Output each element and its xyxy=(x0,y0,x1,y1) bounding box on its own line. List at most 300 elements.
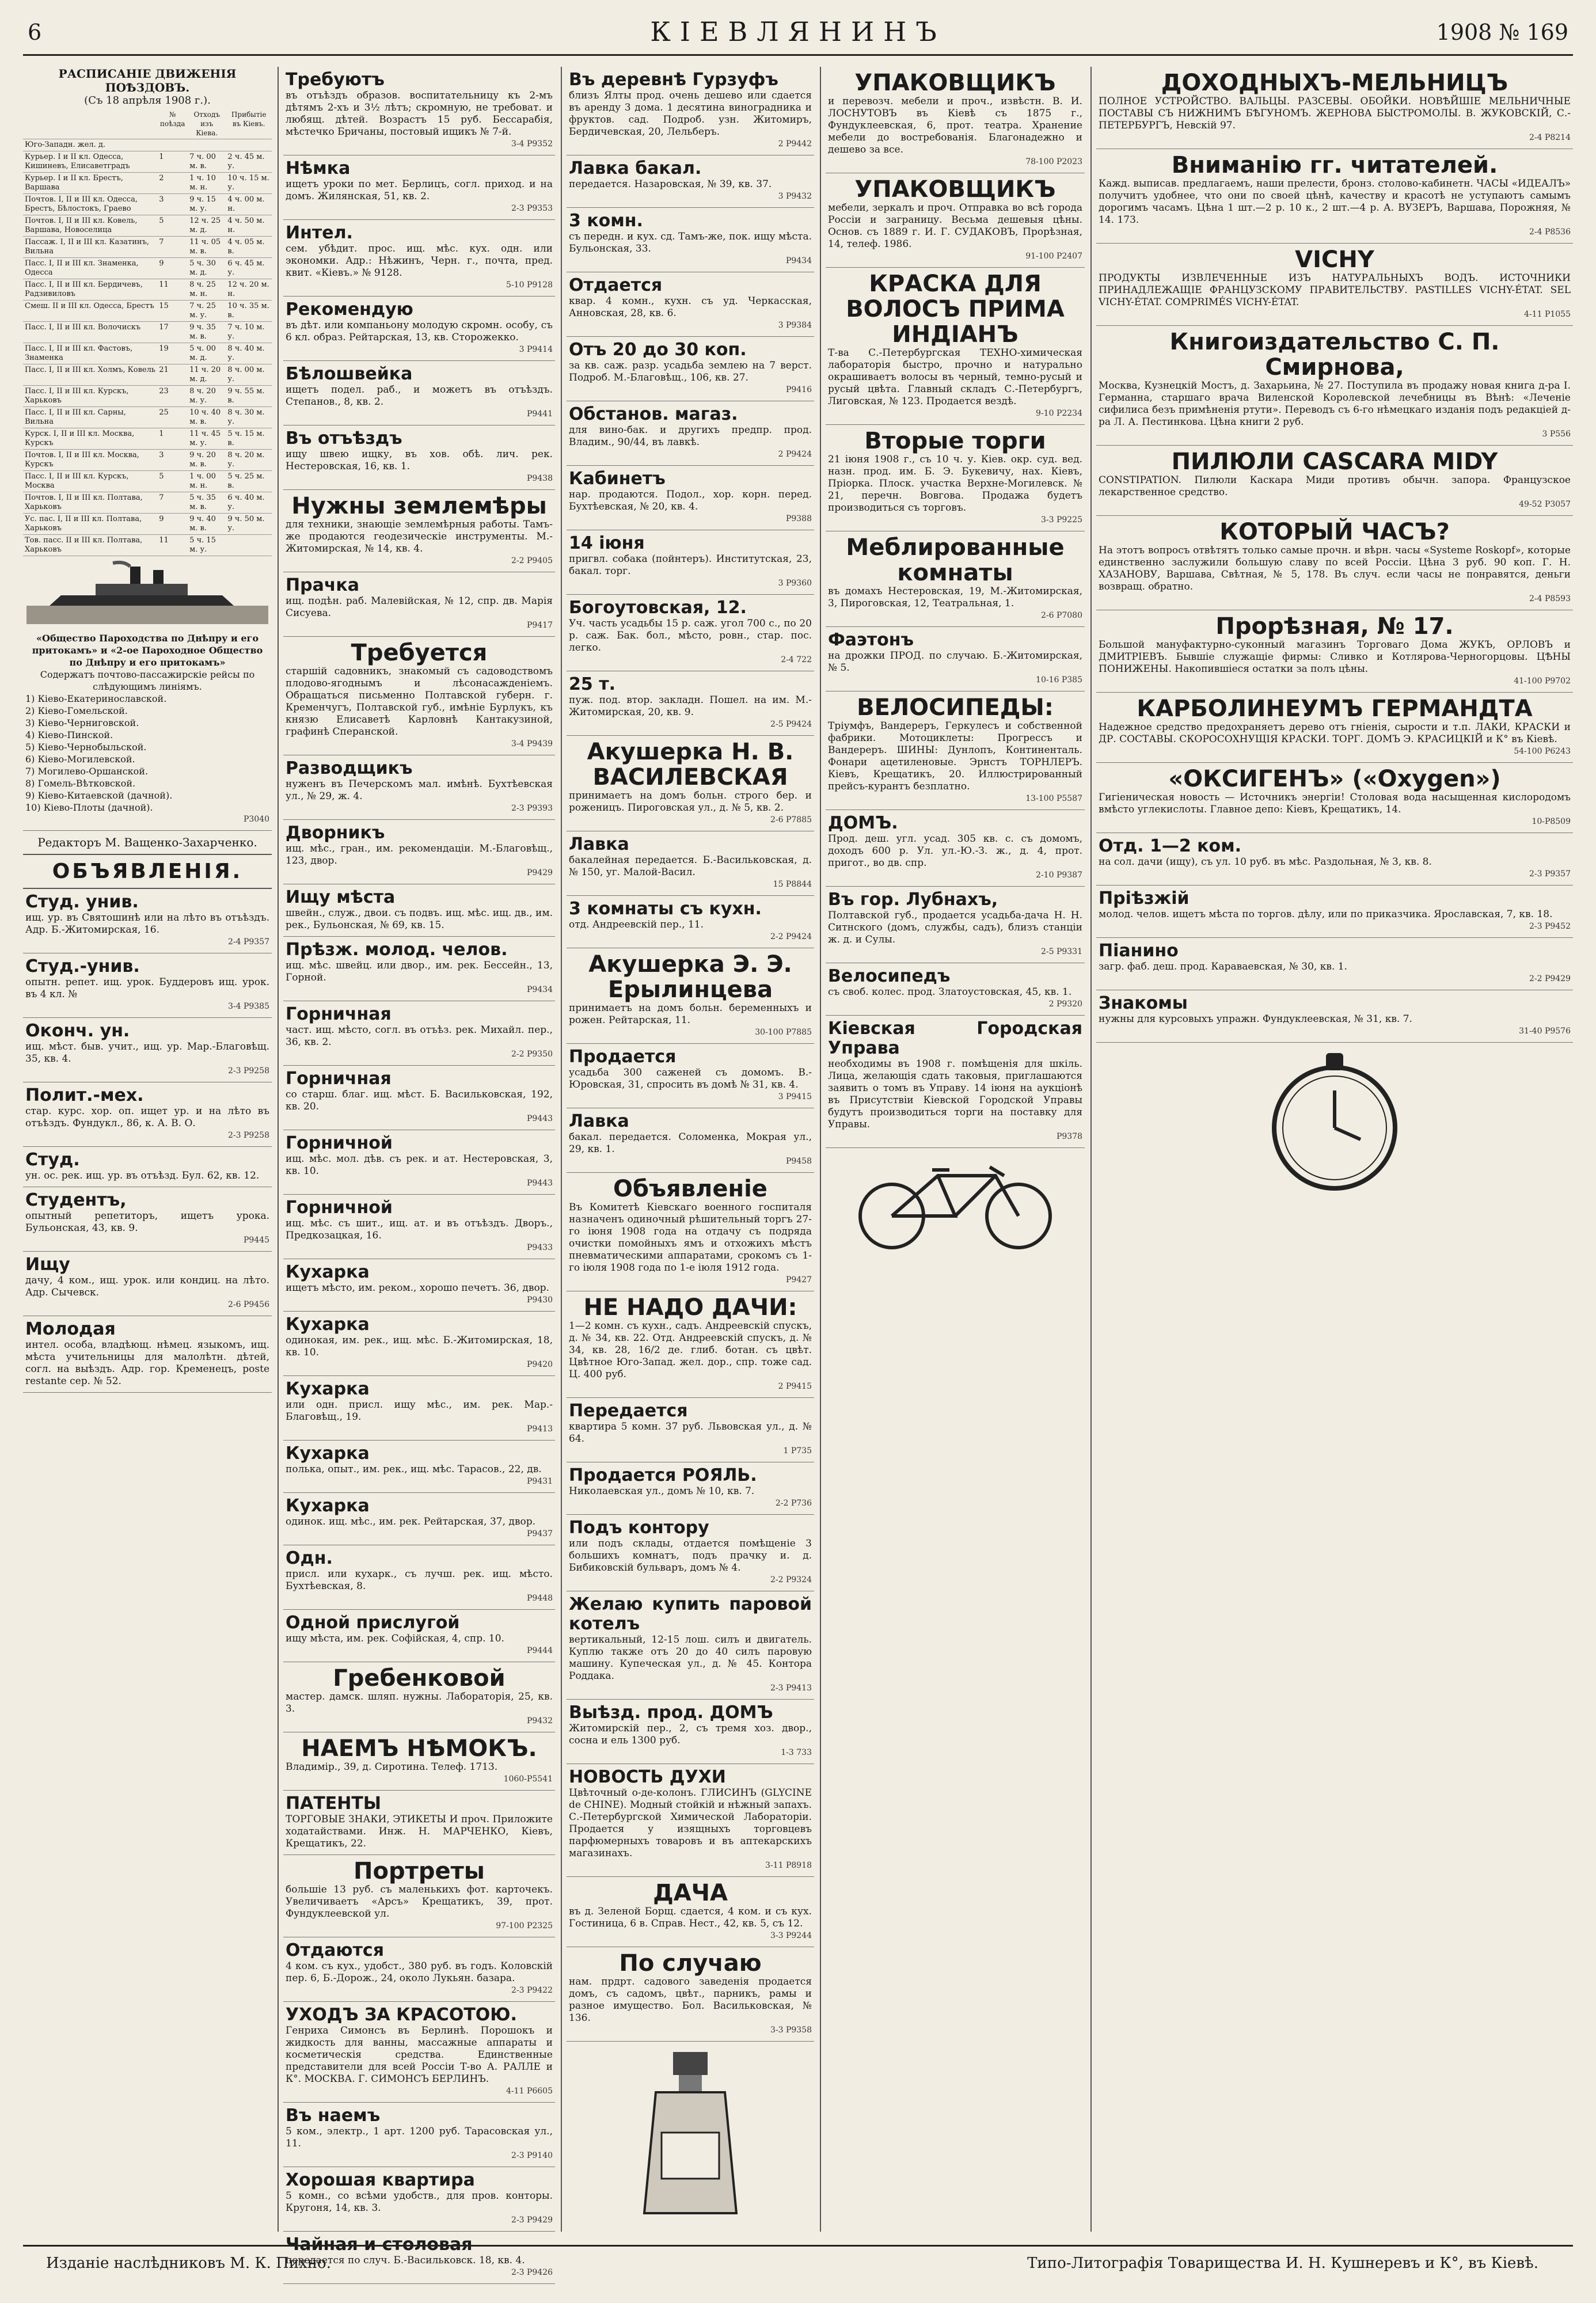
ad-text: ТОРГОВЫЕ ЗНАКИ, ЭТИКЕТЫ И проч. Приложите ходатайствами. Инж. Н. МАРЧЕНКО, Кіевъ, Крещатикъ, 22. xyxy=(286,1814,553,1849)
ad-heading: Одн. xyxy=(286,1548,333,1568)
ad-heading: УПАКОВЩИКЪ xyxy=(854,176,1056,203)
classified-ad xyxy=(283,67,555,155)
ad-heading: Интел. xyxy=(286,223,353,243)
timetable-cell-dep: 12 ч. 25 м. д. xyxy=(188,215,226,237)
ad-code: 2 P9320 xyxy=(1048,1000,1082,1009)
ad-code: 4-11 P6605 xyxy=(506,2087,553,2096)
ad-text: ищ. ур. въ Святошинѣ или на лѣто въ отъѣздъ. Адр. Б.-Житомирская, 16. xyxy=(25,912,269,936)
ad-heading: КАРБОЛИНЕУМЪ ГЕРМАНДТА xyxy=(1137,696,1533,722)
ad-heading: 3 комнаты съ кухн. xyxy=(569,899,762,919)
ad-text: или одн. присл. ищу мѣс., им. рек. Мар.-Благовѣщ., 19. xyxy=(286,1399,553,1423)
ad-text: Полтавской губ., продается усадьба-дача Н. Н. Ситнского (домъ, службы, садъ), близъ станціи ж. д. и Сулы. xyxy=(828,910,1082,945)
classified-ad xyxy=(826,531,1085,627)
timetable-row xyxy=(23,173,272,194)
ad-code: 3 P9384 xyxy=(778,321,812,330)
timetable-row xyxy=(23,258,272,279)
ad-text: ПРОДУКТЫ ИЗВЛЕЧЕННЫЕ ИЗЪ НАТУРАЛЬНЫХЪ ВОДЪ. ИСТОЧНИКИ ПРИНАДЛЕЖАЩІЕ ФРАНЦУЗСКОМУ ПРАВИТЕЛЬСТВУ. PASTILLES VICHY-ÉTAT. SEL VICHY-ÉTAT. COMPRIMÉS VICHY-ÉTAT. xyxy=(1099,272,1571,308)
classified-ad xyxy=(23,953,272,1018)
ad-text: въ домахъ Нестеровская, 19, М.-Житомирская, 3, Пироговская, 12, Театральная, 1. xyxy=(828,586,1082,609)
ad-heading: УХОДЪ ЗА КРАСОТОЮ. xyxy=(286,2005,517,2025)
timetable-cell-dep: 7 ч. 00 м. в. xyxy=(188,151,226,173)
timetable-cell-route: Почтов. I, II и III кл. Одесса, Брестъ, Бѣлостокъ, Граево xyxy=(23,194,157,215)
ad-text: въ д. Зеленой Борщ. сдается, 4 ком. и съ кух. Гостиница, 6 в. Справ. Нест., 42, кв. 5, съ 12. xyxy=(569,1906,812,1929)
ad-text: Большой мануфактурно-суконный магазинъ Торговаго Дома ЖУКЪ, ОРЛОВЪ и ДМИТРІЕВЪ. Бывшіе служащіе фирмы: Сливко и Котлярова-Черногорцовы. ЦѢНЫ ПОНИЖЕНЫ. Накопившіеся остатки за полъ цѣны. xyxy=(1099,639,1571,675)
classified-ad xyxy=(283,2103,555,2167)
ad-text: мастер. дамск. шляп. нужны. Лабораторія, 25, кв. 3. xyxy=(286,1691,553,1715)
ad-heading: Кабинетъ xyxy=(569,469,666,489)
ad-code: 1060-P5541 xyxy=(503,1774,553,1784)
ad-heading: Лавка xyxy=(569,834,629,854)
timetable-cell-arr: 8 ч. 40 м. у. xyxy=(226,343,272,364)
timetable-cell-route: Пасс. I, II и III кл. Курскъ, Харьковъ xyxy=(23,386,157,407)
ad-text: 5 комн., со всѣми удобств., для пров. конторы. Кругоня, 14, кв. 3. xyxy=(286,2190,553,2214)
classified-ad xyxy=(23,889,272,953)
ad-code: 1-3 733 xyxy=(781,1748,812,1757)
ad-heading: Кіевская Городская Управа xyxy=(828,1019,1082,1058)
ad-code: P9441 xyxy=(526,409,553,419)
timetable-subtitle: (Съ 18 апрѣля 1908 г.). xyxy=(84,94,211,107)
ad-heading: ДОХОДНЫХЪ-МЕЛЬНИЦЪ xyxy=(1161,70,1508,96)
timetable-cell-dep: 5 ч. 00 м. д. xyxy=(188,343,226,364)
ad-code: 3 P9360 xyxy=(778,579,812,588)
ad-text: большіе 13 руб. съ маленькихъ фот. карточекъ. Увеличиваетъ «Арсъ» Крещатикъ, 39, прот. Фундуклеевской ул. xyxy=(286,1884,553,1920)
classified-ad xyxy=(283,425,555,490)
timetable-cell-route: Пасс. I, II и III кл. Холмъ, Ковель xyxy=(23,364,157,386)
timetable-cell-route: Пасс. I, II и III кл. Курскъ, Москва xyxy=(23,471,157,492)
timetable-row xyxy=(23,535,272,556)
classified-ad xyxy=(567,155,814,208)
classified-ad xyxy=(1096,446,1573,516)
ad-code: 3 P9432 xyxy=(778,192,812,201)
ad-code: 2-3 P9413 xyxy=(770,1683,812,1693)
classified-ad xyxy=(567,466,814,530)
ad-heading: Нѣмка xyxy=(286,158,351,178)
bicycle-illustration xyxy=(846,1153,1065,1251)
ad-heading: Кухарка xyxy=(286,1443,370,1464)
ad-text: въ дѣт. или компаньону молодую скромн. особу, съ 6 кл. образ. Рейтарская, 13, кв. Сторожекко. xyxy=(286,320,553,343)
timetable-cell-arr: 4 ч. 00 м. н. xyxy=(226,194,272,215)
classified-ad xyxy=(283,1855,555,1937)
ad-text: опытн. репет. ищ. урок. Буддеровъ ищ. урок. въ 4 кл. № xyxy=(25,976,269,1000)
ad-code: 9-10 P2234 xyxy=(1036,409,1082,418)
ad-code: 2-4 P9357 xyxy=(227,937,269,947)
ad-code: 2-4 P8214 xyxy=(1529,133,1571,142)
ad-heading: НЕ НАДО ДАЧИ: xyxy=(583,1294,797,1321)
pocket-watch-illustration xyxy=(1231,1047,1438,1197)
ad-heading: Вниманію гг. читателей. xyxy=(1171,152,1498,178)
ad-text: для вино-бак. и другихъ предпр. прод. Владим., 90/44, въ лавкѣ. xyxy=(569,424,812,448)
timetable-cell-route: Юго-Западн. жел. д. xyxy=(23,139,157,151)
timetable-cell-arr: 10 ч. 15 м. у. xyxy=(226,173,272,194)
ad-text: въ отъѣздъ образов. воспитательницу къ 2-мъ дѣтямъ 2-хъ и 3½ лѣтъ; скромную, не требоват. и любящ. дѣтей. Возрастъ 15 руб. Бессарабія, мѣстечко Бричаны, постовый ищикъ № 7-й. xyxy=(286,90,553,138)
timetable-cell-route: Пассаж. I, II и III кл. Казатинъ, Вильна xyxy=(23,237,157,258)
timetable-cell-dep: 5 ч. 30 м. д. xyxy=(188,258,226,279)
ad-code: 2-3 P9422 xyxy=(511,1986,553,1995)
ad-code: 2-4 P8593 xyxy=(1529,594,1571,603)
ad-text: близъ Ялты прод. очень дешево или сдается въ аренду 3 дома. 1 десятина виноградника и фруктов. сад. Подроб. узн. Житомиръ, Бердичевская, 20, Лельберъ. xyxy=(569,90,812,138)
timetable-cell-dep xyxy=(188,139,226,151)
ad-heading: Хорошая квартира xyxy=(286,2170,475,2190)
timetable-row xyxy=(23,492,272,514)
ad-text: или подъ склады, отдается помѣщеніе 3 большихъ комнатъ, подъ прачку и. д. Бибиковскій бульваръ, домъ № 4. xyxy=(569,1538,812,1574)
classified-ad xyxy=(283,155,555,220)
classified-ad xyxy=(567,1947,814,2042)
ad-code: P9429 xyxy=(526,868,553,877)
ad-text: На этотъ вопросъ отвѣтятъ только самые прочн. и вѣрн. часы «Systeme Roskopf», которые единственно заслужили большую славу по всей Россіи. Цѣна 3 руб. 90 коп. Г. Н. ХАЗАНОВУ, Варшава, Свѣтная, № 5, 178. Въ случ. если часы не понравятся, деньги возвращ. обратно. xyxy=(1099,545,1571,592)
classified-ad xyxy=(826,1016,1085,1148)
ad-heading: Дворникъ xyxy=(286,823,385,843)
ad-text: присл. или кухарк., съ лучш. рек. ищ. мѣсто. Бухтѣевская, 8. xyxy=(286,1568,553,1592)
ad-text: интел. особа, владѣющ. нѣмец. языкомъ, ищ. мѣста учительницы для малолѣтн. дѣтей, согл. на выѣздъ. Адр. гор. Кременецъ, poste restante сер. № 52. xyxy=(25,1339,269,1387)
timetable-row xyxy=(23,450,272,471)
timetable-cell-route: Тов. пасс. II и III кл. Полтава, Харьковъ xyxy=(23,535,157,556)
classified-ad xyxy=(283,1662,555,1732)
ad-text: съ своб. колес. прод. Златоустовская, 45, кв. 1. xyxy=(828,986,1072,998)
ad-text: Т-ва С.-Петербургская ТЕХНО-химическая лабораторія быстро, прочно и натурально окрашиваетъ волосы въ черный, темно-русый и русый цвѣта. Главный складъ С.-Петербургъ, Лиговская, № 123. Продается вездѣ. xyxy=(828,347,1082,407)
ad-heading: КОТОРЫЙ ЧАСЪ? xyxy=(1219,519,1450,545)
classified-ad xyxy=(1096,693,1573,763)
ad-code: 2-3 P9357 xyxy=(1529,869,1571,879)
timetable-row xyxy=(23,471,272,492)
ad-heading: «ОКСИГЕНЪ» («Oxygen») xyxy=(1168,766,1501,792)
ad-code: P9448 xyxy=(526,1594,553,1603)
ad-heading: НОВОСТЬ ДУХИ xyxy=(569,1767,726,1787)
ad-heading: Богоутовская, 12. xyxy=(569,598,747,618)
ad-heading: Акушерка Н. В. ВАСИЛЕВСКАЯ xyxy=(587,739,794,791)
ad-code: 2-3 P9393 xyxy=(511,804,553,813)
ad-heading: Вторые торги xyxy=(864,428,1046,454)
classified-ad xyxy=(567,1108,814,1173)
steamship-subtitle: Содержатъ почтово-пассажирскіе рейсы по слѣдующимъ линіямъ. xyxy=(40,669,255,692)
classified-ad xyxy=(23,1187,272,1252)
classified-ad xyxy=(826,887,1085,963)
classified-ad xyxy=(1096,244,1573,326)
classified-ad xyxy=(826,691,1085,810)
classified-ad xyxy=(1096,763,1573,833)
classified-ad xyxy=(567,337,814,401)
timetable-cell-dep: 9 ч. 35 м. в. xyxy=(188,322,226,343)
timetable-cell-route: Курск. I, II и III кл. Москва, Курскъ xyxy=(23,428,157,450)
timetable-cell-no: 5 xyxy=(157,215,188,237)
ad-heading: Отдается xyxy=(569,275,663,295)
ad-code: P9430 xyxy=(526,1295,553,1305)
ad-code: 2-2 P9405 xyxy=(511,556,553,565)
ad-heading: Требуютъ xyxy=(286,70,385,90)
timetable-cell-no: 5 xyxy=(157,471,188,492)
ad-text: 4 ком. съ кух., удобст., 380 руб. въ годъ. Коловскій пер. 6, Б.-Дорож., 24, около Лукьян. базара. xyxy=(286,1960,553,1984)
ad-heading: Молодая xyxy=(25,1319,116,1339)
ad-heading: Отдаются xyxy=(286,1940,384,1960)
ad-code: 2-3 P9429 xyxy=(511,2215,553,2225)
timetable-cell-dep: 11 ч. 45 м. у. xyxy=(188,428,226,450)
ad-heading: Знакомы xyxy=(1099,993,1188,1013)
steamship-route: 9) Кіево-Китаевской (дачной). xyxy=(25,790,173,801)
classified-ad xyxy=(283,820,555,884)
ad-heading: Требуется xyxy=(351,640,488,666)
ad-heading: Отъ 20 до 30 коп. xyxy=(569,340,747,360)
classified-ad xyxy=(567,401,814,466)
ad-text: Уч. часть усадьбы 15 р. саж. угол 700 с., по 20 р. саж. Бак. бол., мѣсто, ровн., стар. пос. легко. xyxy=(569,618,812,653)
classified-ad xyxy=(283,1732,555,1791)
classified-ad xyxy=(283,1791,555,1855)
ad-code: P9434 xyxy=(785,256,812,265)
classified-ad xyxy=(826,963,1085,1016)
steamship-route: 6) Кіево-Могилевской. xyxy=(25,754,135,765)
classified-ad xyxy=(283,937,555,1001)
classified-ad xyxy=(826,173,1085,268)
timetable-row xyxy=(23,279,272,301)
timetable-cell-dep: 10 ч. 40 м. в. xyxy=(188,407,226,428)
ad-text: ПОЛНОЕ УСТРОЙСТВО. ВАЛЬЦЫ. РАЗСЕВЫ. ОБОЙКИ. НОВѢЙШІЕ МЕЛЬНИЧНЫЕ ПОСТАВЫ СЪ НИЖНИМЪ БѢГУНОМЪ. ЖЕРНОВА БЫСТРОМОЛЫ. В. ЖУКОВСКІЙ, С.-ПЕТЕРБУРГЪ, Невскій 97. xyxy=(1099,96,1571,131)
ad-heading: Горничная xyxy=(286,1069,392,1089)
classified-ad xyxy=(826,627,1085,691)
ad-code: 2-6 P7885 xyxy=(770,815,812,824)
ad-code: 2-6 P9456 xyxy=(227,1300,269,1309)
timetable-cell-dep: 9 ч. 15 м. у. xyxy=(188,194,226,215)
ad-text: Москва, Кузнецкій Мостъ, д. Захарьина, № 27. Поступила въ продажу новая книга д-ра І. Германна, старшаго врача Виленской Королевской лечебницы въ Вѣнѣ: «Леченіе сифилиса безъ примѣненія ртути». Переводъ съ 6-го нѣмецкаго изданія подъ редакціей д-ра Л. А. Пестинкова. Цѣна книги 2 руб. xyxy=(1099,380,1571,428)
ad-code: P9420 xyxy=(526,1360,553,1369)
ad-code: 91-100 P2407 xyxy=(1025,252,1082,261)
steamship-route: 8) Гомель-Вѣтковской. xyxy=(25,778,136,789)
timetable-row xyxy=(23,364,272,386)
classified-ad xyxy=(826,67,1085,173)
ad-code: P9431 xyxy=(526,1477,553,1486)
classified-ad xyxy=(567,530,814,595)
ad-heading: Продается xyxy=(569,1047,677,1067)
ad-code: 2-3 P9452 xyxy=(1529,922,1571,931)
timetable-row xyxy=(23,428,272,450)
ad-heading: 3 комн. xyxy=(569,211,643,231)
timetable-cell-dep: 8 ч. 25 м. н. xyxy=(188,279,226,301)
ad-heading: Выѣзд. прод. ДОМЪ xyxy=(569,1702,773,1723)
ad-heading: Объявленіе xyxy=(613,1176,767,1202)
classified-ad xyxy=(567,1700,814,1764)
ad-text: усадьба 300 саженей съ домомъ. В.-Юровская, 31, спросить въ домѣ № 31, кв. 4. xyxy=(569,1067,812,1090)
ad-text: одинокая, им. рек., ищ. мѣс. Б.-Житомирская, 18, кв. 10. xyxy=(286,1335,553,1358)
ad-heading: ПИЛЮЛИ CASCARA MIDY xyxy=(1171,449,1498,475)
ad-code: 54-100 P6243 xyxy=(1514,747,1571,756)
ad-heading: Отд. 1—2 ком. xyxy=(1099,836,1242,856)
timetable-cell-route: Смеш. II и III кл. Одесса, Брестъ xyxy=(23,301,157,322)
ad-text: швейн., служ., двои. съ подвъ. ищ. мѣс. ищ. дв., им. рек., Бульонская, № 69, кв. 15. xyxy=(286,907,553,931)
ad-code: P9432 xyxy=(526,1716,553,1726)
timetable-row xyxy=(23,386,272,407)
ad-heading: Горничной xyxy=(286,1133,393,1153)
column-2 xyxy=(283,67,555,2277)
ad-code: 10-16 P385 xyxy=(1036,675,1082,685)
ad-heading: Студ. унив. xyxy=(25,892,139,912)
timetable-title: РАСПИСАНІЕ ДВИЖЕНІЯ ПОѢЗДОВЪ. xyxy=(58,67,237,94)
timetable-cell-no: 17 xyxy=(157,322,188,343)
ad-heading: Акушерка Э. Э. Ерылинцева xyxy=(588,951,792,1003)
ad-text: и перевозч. мебели и проч., извѣстн. В. И. ЛОСНУТОВЪ въ Кіевѣ съ 1875 г., Фундуклеевская, 6, прот. театра. Хранение мебели до востребованія. Благонадежно и дешево за все. xyxy=(828,96,1082,155)
ad-code: 2-3 P9426 xyxy=(511,2268,553,2277)
ad-code: 15 P8844 xyxy=(773,880,812,889)
ad-text: бакалейная передается. Б.-Васильковская, д. № 150, уг. Малой-Васил. xyxy=(569,854,812,878)
steamship-route: 7) Могилево-Оршанской. xyxy=(25,766,149,777)
timetable-cell-dep: 11 ч. 05 м. в. xyxy=(188,237,226,258)
timetable-cell-route: Пасс. I, II и III кл. Бердичевъ, Радзивиловъ xyxy=(23,279,157,301)
classified-ad xyxy=(567,1764,814,1877)
ad-heading: КРАСКА ДЛЯ ВОЛОСЪ ПРИМА ИНДІАНЪ xyxy=(846,271,1065,348)
timetable-row xyxy=(23,194,272,215)
classified-ad xyxy=(23,1018,272,1082)
ad-code: 2-3 P9258 xyxy=(227,1131,269,1140)
classified-ad xyxy=(283,220,555,297)
ad-heading: Разводщикъ xyxy=(286,758,413,778)
timetable-cell-route: Ус. пас. I, II и III кл. Полтава, Харьковъ xyxy=(23,514,157,535)
timetable-cell-no: 23 xyxy=(157,386,188,407)
ad-text: молод. челов. ищетъ мѣста по торгов. дѣлу, или по приказчика. Ярославская, 7, кв. 18. xyxy=(1099,909,1553,920)
ad-text: нам. прдрт. садового заведенія продается домъ, съ садомъ, цвѣт., парникъ, рамы и разное имущество. Бол. Васильковская, № 136. xyxy=(569,1976,812,2024)
ad-text: за кв. саж. разр. усадьба землею на 7 верст. Подроб. М.-Благовѣщ., 106, кв. 27. xyxy=(569,360,812,383)
ad-text: 5 ком., электр., 1 арт. 1200 руб. Тарасовская ул., 11. xyxy=(286,2126,553,2149)
classified-ad xyxy=(283,1937,555,2002)
timetable-cell-no: 15 xyxy=(157,301,188,322)
ad-text: Тріумфъ, Вандереръ, Геркулесъ и собственной фабрики. Мотоциклеты: Прогрессъ и Вандереръ. ШИНЫ: Дунлопъ, Континенталь. Фонари ацетиленовые. Эрнстъ ТОРНЛЕРЪ. Кіевъ, Крещатикъ, 20. Иллюстрированный прейсъ-курантъ безплатно. xyxy=(828,720,1082,792)
ad-code: 2-2 P9324 xyxy=(770,1575,812,1584)
ad-heading: Ищу xyxy=(25,1255,70,1275)
timetable-cell-arr: 6 ч. 40 м. у. xyxy=(226,492,272,514)
timetable-row xyxy=(23,139,272,151)
ad-text: съ передн. и кух. сд. Тамъ-же, пок. ищу мѣста. Бульонская, 33. xyxy=(569,231,812,254)
timetable-cell-route: Пасс. I, II и III кл. Сарны, Вильна xyxy=(23,407,157,428)
timetable-cell-dep: 5 ч. 15 м. у. xyxy=(188,535,226,556)
classified-ad xyxy=(283,1195,555,1259)
ad-code: 41-100 P9702 xyxy=(1514,677,1571,686)
ad-code: 3 P9415 xyxy=(778,1092,812,1101)
ad-heading: Піанино xyxy=(1099,941,1179,961)
ad-heading: Въ наемъ xyxy=(286,2106,381,2126)
steamship-notice xyxy=(23,629,272,831)
ad-text: Кажд. выписав. предлагаемъ, наши прелести, бронз. столово-кабинетн. ЧАСЫ «ИДЕАЛЪ» получитъ удобнее, что они по своей цѣнѣ, качеству и красотѣ не уступаютъ самымъ дорогимъ часамъ. Цѣна 1 шт.—2 р. 10 к., 2 шт.—4 р. А. ВУЗЕРЪ, Варшава, Порожняя, № 14. 173. xyxy=(1099,178,1571,226)
ad-text: ищетъ мѣсто, им. реком., хорошо печетъ. 36, двор. xyxy=(286,1282,549,1294)
ad-text: 21 іюня 1908 г., съ 10 ч. у. Кіев. окр. суд. вед. назн. прод. им. Б. Э. Букевичу, нах. Кіевъ, Пріорка. Плоск. участка Верхне-Могилевск. № 21, перечн. Вовгова. Продажа будетъ производиться съ торговъ. xyxy=(828,454,1082,514)
timetable-cell-arr: 2 ч. 45 м. у. xyxy=(226,151,272,173)
ad-code: 3 P556 xyxy=(1542,430,1571,439)
classified-ad xyxy=(567,595,814,671)
ad-text: част. ищ. мѣсто, согл. въ отъѣз. рек. Михайл. пер., 36, кв. 2. xyxy=(286,1024,553,1048)
publisher-line: Изданіе наслѣдниковъ М. К. Пихно. xyxy=(46,2255,331,2272)
editor-line: Редакторъ М. Ващенко-Захарченко. xyxy=(23,831,272,855)
ad-heading: НАЕМЪ НѢМОКЪ. xyxy=(301,1735,537,1762)
ad-text: отд. Андреевскій пер., 11. xyxy=(569,919,704,930)
classified-ad xyxy=(283,1610,555,1662)
ad-heading: Пріѣзжій xyxy=(1099,888,1190,909)
steamship-route: 4) Кіево-Пинской. xyxy=(25,729,113,740)
ad-heading: Передается xyxy=(569,1401,688,1421)
classified-ad xyxy=(283,572,555,637)
classified-ad xyxy=(567,1291,814,1398)
ad-code: 13-100 P5587 xyxy=(1025,794,1082,803)
steamship-route: 10) Кіево-Плоты (дачной). xyxy=(25,802,153,813)
ad-code: 97-100 P2325 xyxy=(496,1921,553,1930)
ad-code: 30-100 P7885 xyxy=(755,1028,812,1037)
ad-heading: Рекомендую xyxy=(286,299,413,320)
timetable-cell-route: Почтов. I, II и III кл. Москва, Курскъ xyxy=(23,450,157,471)
classified-ad xyxy=(23,1316,272,1393)
ad-text: ищ. мѣс., гран., им. рекомендаціи. М.-Благовѣщ., 123, двор. xyxy=(286,843,553,867)
ad-heading: Кухарка xyxy=(286,1496,370,1516)
timetable-row xyxy=(23,514,272,535)
ad-heading: Книгоиздательство С. П. Смирнова, xyxy=(1169,329,1500,381)
classified-ad xyxy=(1096,326,1573,446)
newspaper-page xyxy=(23,14,1573,2288)
ad-code: 3-4 P9385 xyxy=(227,1002,269,1011)
ad-heading: ВЕЛОСИПЕДЫ: xyxy=(857,694,1054,721)
ad-heading: Въ отъѣздъ xyxy=(286,428,402,449)
ad-heading: Ищу мѣста xyxy=(286,887,396,907)
classified-ad xyxy=(1096,938,1573,990)
classified-ad xyxy=(567,1173,814,1291)
ad-text: квар. 4 комн., кухн. съ уд. Черкасская, Анновская, 28, кв. 6. xyxy=(569,295,812,319)
ad-heading: Въ гор. Лубнахъ, xyxy=(828,890,998,910)
newspaper-title: КІЕВЛЯНИНЪ xyxy=(650,16,946,47)
ad-heading: Продается РОЯЛЬ. xyxy=(569,1465,757,1485)
ad-text: вертикальный, 12-15 лош. силъ и двигатель. Куплю также отъ 20 до 40 силъ паровую машину. Купеческая ул., д. № 45. Контора Роддака. xyxy=(569,1634,812,1682)
steamship-route: 1) Кіево-Екатеринославской. xyxy=(25,693,167,704)
ad-code: P9444 xyxy=(526,1646,553,1655)
ad-text: полька, опыт., им. рек., ищ. мѣс. Тарасов., 22, дв. xyxy=(286,1464,542,1475)
classified-ad xyxy=(1096,886,1573,938)
ad-text: на сол. дачи (ищу), съ ул. 10 руб. въ мѣс. Раздольная, № 3, кв. 8. xyxy=(1099,856,1432,868)
ad-text: бакал. передается. Соломенка, Мокрая ул., 29, кв. 1. xyxy=(569,1131,812,1155)
timetable-row xyxy=(23,151,272,173)
ad-code: 2-10 P9387 xyxy=(1036,871,1082,880)
classified-ad xyxy=(283,755,555,820)
column-1 xyxy=(23,67,272,2232)
classified-ad xyxy=(826,810,1085,887)
classified-ad xyxy=(1096,610,1573,693)
timetable-row xyxy=(23,407,272,428)
ad-code: P9445 xyxy=(243,1236,269,1245)
ad-text: Прод. деш. угл. усад. 305 кв. с. съ домомъ, доходъ 600 р. Ул. ул.-Ю.-З. ж., д. 4, прот. пригот., во дв. спр. xyxy=(828,833,1082,869)
timetable-cell-no: 1 xyxy=(157,428,188,450)
ad-text: ищетъ подел. раб., и можетъ въ отъѣздъ. Степанов., 8, кв. 2. xyxy=(286,384,553,408)
ad-text: на дрожки ПРОД. по случаю. Б.-Житомирская, № 5. xyxy=(828,650,1082,674)
ad-code: 2-2 P9350 xyxy=(511,1050,553,1059)
ad-code: 3-11 P8918 xyxy=(765,1861,812,1870)
ad-text: пуж. под. втор. закладн. Пошел. на им. М.-Житомирская, 20, кв. 9. xyxy=(569,694,812,718)
timetable-cell-no: 9 xyxy=(157,258,188,279)
ad-text: Генриха Симонсъ въ Берлинѣ. Порошокъ и жидкость для ванны, массажные аппараты и косметическія средства. Единственные представители для всей Россіи Т-во А. РАЛЛЕ и К°. МОСКВА. Г. СИМОНСЪ БЕРЛИНЪ. xyxy=(286,2025,553,2085)
classified-ad xyxy=(567,896,814,948)
timetable-row xyxy=(23,301,272,322)
ad-code: 3 P9414 xyxy=(519,345,553,354)
classified-ad xyxy=(283,1259,555,1312)
timetable-row xyxy=(23,215,272,237)
classified-ad xyxy=(567,948,814,1044)
ads-heading: ОБЪЯВЛЕНІЯ. xyxy=(23,855,272,889)
classified-ad xyxy=(283,1545,555,1610)
ad-heading: Горничной xyxy=(286,1198,393,1218)
ad-heading: Велосипедъ xyxy=(828,966,951,986)
ad-text: одинок. ищ. мѣс., им. рек. Рейтарская, 37, двор. xyxy=(286,1516,535,1527)
timetable-header: Прибытіе въ Кіевъ. xyxy=(226,109,272,139)
ad-code: 2 P9442 xyxy=(778,139,812,149)
ad-text: ищу мѣста, им. рек. Софійская, 4, спр. 10. xyxy=(286,1633,504,1644)
ad-code: 5-10 P9128 xyxy=(506,280,553,290)
ad-code: P9458 xyxy=(785,1157,812,1166)
ad-heading: Студентъ, xyxy=(25,1190,127,1210)
ad-heading: Лавка бакал. xyxy=(569,158,702,178)
classified-ad xyxy=(283,1001,555,1066)
classified-ad xyxy=(283,490,555,572)
classified-ad xyxy=(283,1376,555,1441)
classified-ad xyxy=(283,2167,555,2232)
classified-ad xyxy=(567,272,814,337)
timetable-cell-no: 3 xyxy=(157,450,188,471)
